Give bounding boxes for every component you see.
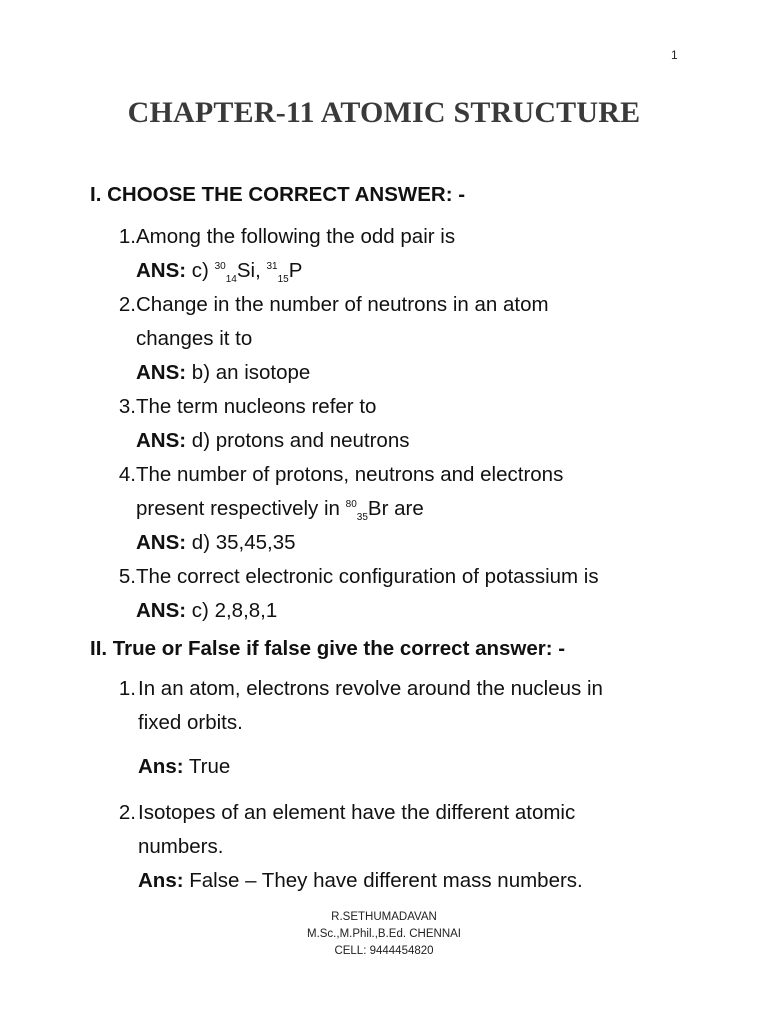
- page-number: 1: [671, 48, 678, 62]
- question-number: 4.: [118, 463, 136, 486]
- answer-text: c) 2,8,8,1: [186, 599, 278, 622]
- question-text: In an atom, electrons revolve around the nucleus in: [138, 677, 603, 700]
- document-body: [90, 178, 690, 898]
- author-name: R.SETHUMADAVAN: [331, 911, 437, 923]
- question-text: [136, 492, 690, 526]
- answer-label: ANS:: [136, 259, 187, 282]
- page-footer: [0, 909, 768, 960]
- section-heading-true-false: II. True or False if false give the correct answer: -: [90, 637, 566, 660]
- answer-text: False – They have different mass numbers.: [183, 869, 583, 892]
- question-item: [90, 288, 690, 390]
- question-text-prefix: present respectively in: [136, 497, 346, 520]
- question-text: Isotopes of an element have the different atomic: [138, 801, 576, 824]
- answer-label: ANS:: [136, 429, 187, 452]
- question-number: 1.: [118, 677, 136, 700]
- isotope-mass-number: 30: [214, 261, 226, 273]
- question-number: 2.: [118, 801, 136, 824]
- answer-label: ANS:: [136, 361, 187, 384]
- question-item: [90, 672, 690, 784]
- question-text: The term nucleons refer to: [136, 395, 377, 418]
- question-item: [90, 220, 690, 288]
- question-number: 5.: [118, 565, 136, 588]
- answer-line: [136, 424, 690, 458]
- answer-line: [136, 356, 690, 390]
- question-item: [90, 560, 690, 628]
- question-text: numbers.: [138, 835, 224, 858]
- author-qualifications: M.Sc.,M.Phil.,B.Ed. CHENNAI: [306, 928, 461, 940]
- question-text: Among the following the odd pair is: [136, 225, 456, 248]
- answer-prefix: c): [186, 259, 215, 282]
- chapter-title: CHAPTER-11 ATOMIC STRUCTURE: [127, 96, 641, 129]
- question-number: 3.: [118, 395, 136, 418]
- question-text-suffix: are: [388, 497, 424, 520]
- answer-line: [136, 254, 690, 288]
- isotope-symbol: Si: [236, 259, 256, 282]
- answer-label: ANS:: [136, 599, 187, 622]
- author-phone: CELL: 9444454820: [334, 945, 434, 957]
- question-text: fixed orbits.: [138, 711, 243, 734]
- question-number: 2.: [118, 293, 136, 316]
- answer-label: ANS:: [136, 531, 187, 554]
- isotope-separator: ,: [255, 259, 267, 282]
- isotope-atomic-number: 35: [356, 512, 368, 524]
- section-heading-choose: I. CHOOSE THE CORRECT ANSWER: -: [90, 183, 466, 206]
- answer-text: b) an isotope: [186, 361, 311, 384]
- question-item: [90, 390, 690, 458]
- answer-line: [136, 594, 690, 628]
- answer-label: Ans:: [138, 869, 184, 892]
- question-text: The correct electronic configuration of potassium is: [136, 565, 599, 588]
- answer-line: [138, 864, 690, 898]
- isotope-atomic-number: 15: [277, 274, 289, 286]
- question-item: [90, 458, 690, 560]
- answer-text: d) protons and neutrons: [186, 429, 410, 452]
- answer-label: Ans:: [138, 755, 184, 778]
- answer-text: True: [183, 755, 231, 778]
- question-text: Change in the number of neutrons in an atom: [136, 293, 549, 316]
- isotope-symbol: P: [288, 259, 303, 282]
- answer-line: [138, 750, 690, 784]
- question-text: changes it to: [136, 327, 253, 350]
- question-item: [90, 796, 690, 898]
- isotope-mass-number: 80: [345, 499, 357, 511]
- answer-text: d) 35,45,35: [186, 531, 296, 554]
- answer-line: [136, 526, 690, 560]
- question-number: 1.: [118, 225, 136, 248]
- isotope-mass-number: 31: [266, 261, 278, 273]
- question-text: The number of protons, neutrons and electrons: [136, 463, 564, 486]
- isotope-symbol: Br: [367, 497, 389, 520]
- isotope-atomic-number: 14: [225, 274, 237, 286]
